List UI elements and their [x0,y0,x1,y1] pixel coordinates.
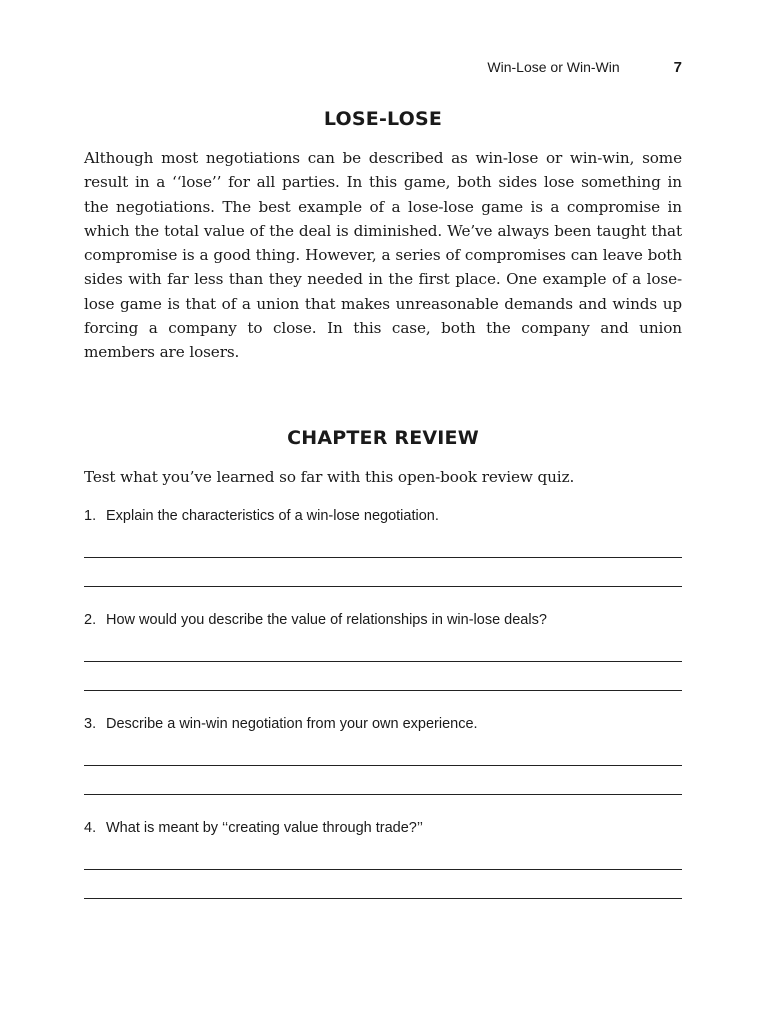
lose-lose-paragraph: Although most negotiations can be described as win-lose or win-win, some result in a ‘‘lose’’ for all parties. In this game, both sides lose something in the negotiations. The best example of a lose-lose game is a compromise in which the total value of the deal is diminished. We’ve always been taught that compromise is a good thing. However, a series of compromises can leave both sides with far less than they needed in the first place. One example of a lose-lose game is that of a union that makes unreasonable demands and winds up forcing a company to close. In this case, both the company and union members are losers. [84,149,682,362]
quiz-question-3 [84,716,682,732]
question-text: How would you describe the value of relationships in win-lose deals? [106,612,547,628]
answer-line[interactable] [84,898,682,899]
answer-line[interactable] [84,765,682,766]
question-text: What is meant by ‘‘creating value through trade?’’ [106,820,424,836]
review-intro: Test what you’ve learned so far with this open-book review quiz. [84,468,575,486]
section-heading-lose-lose: LOSE-LOSE [323,108,443,130]
answer-line[interactable] [84,661,682,662]
question-number: 2. [84,612,97,628]
question-number: 4. [84,820,97,836]
question-text: Describe a win-win negotiation from your own experience. [106,716,478,732]
answer-line[interactable] [84,557,682,558]
question-text: Explain the characteristics of a win-lose negotiation. [106,508,439,524]
answer-line[interactable] [84,794,682,795]
quiz-question-2 [84,612,682,628]
quiz-question-4 [84,820,682,836]
answer-line[interactable] [84,586,682,587]
section-heading-chapter-review: CHAPTER REVIEW [287,427,479,449]
page-number: 7 [673,59,682,76]
question-number: 3. [84,716,97,732]
answer-line[interactable] [84,690,682,691]
quiz-question-1 [84,508,682,524]
running-header [84,59,682,76]
running-title: Win-Lose or Win-Win [487,59,620,75]
answer-line[interactable] [84,869,682,870]
question-number: 1. [84,508,97,524]
